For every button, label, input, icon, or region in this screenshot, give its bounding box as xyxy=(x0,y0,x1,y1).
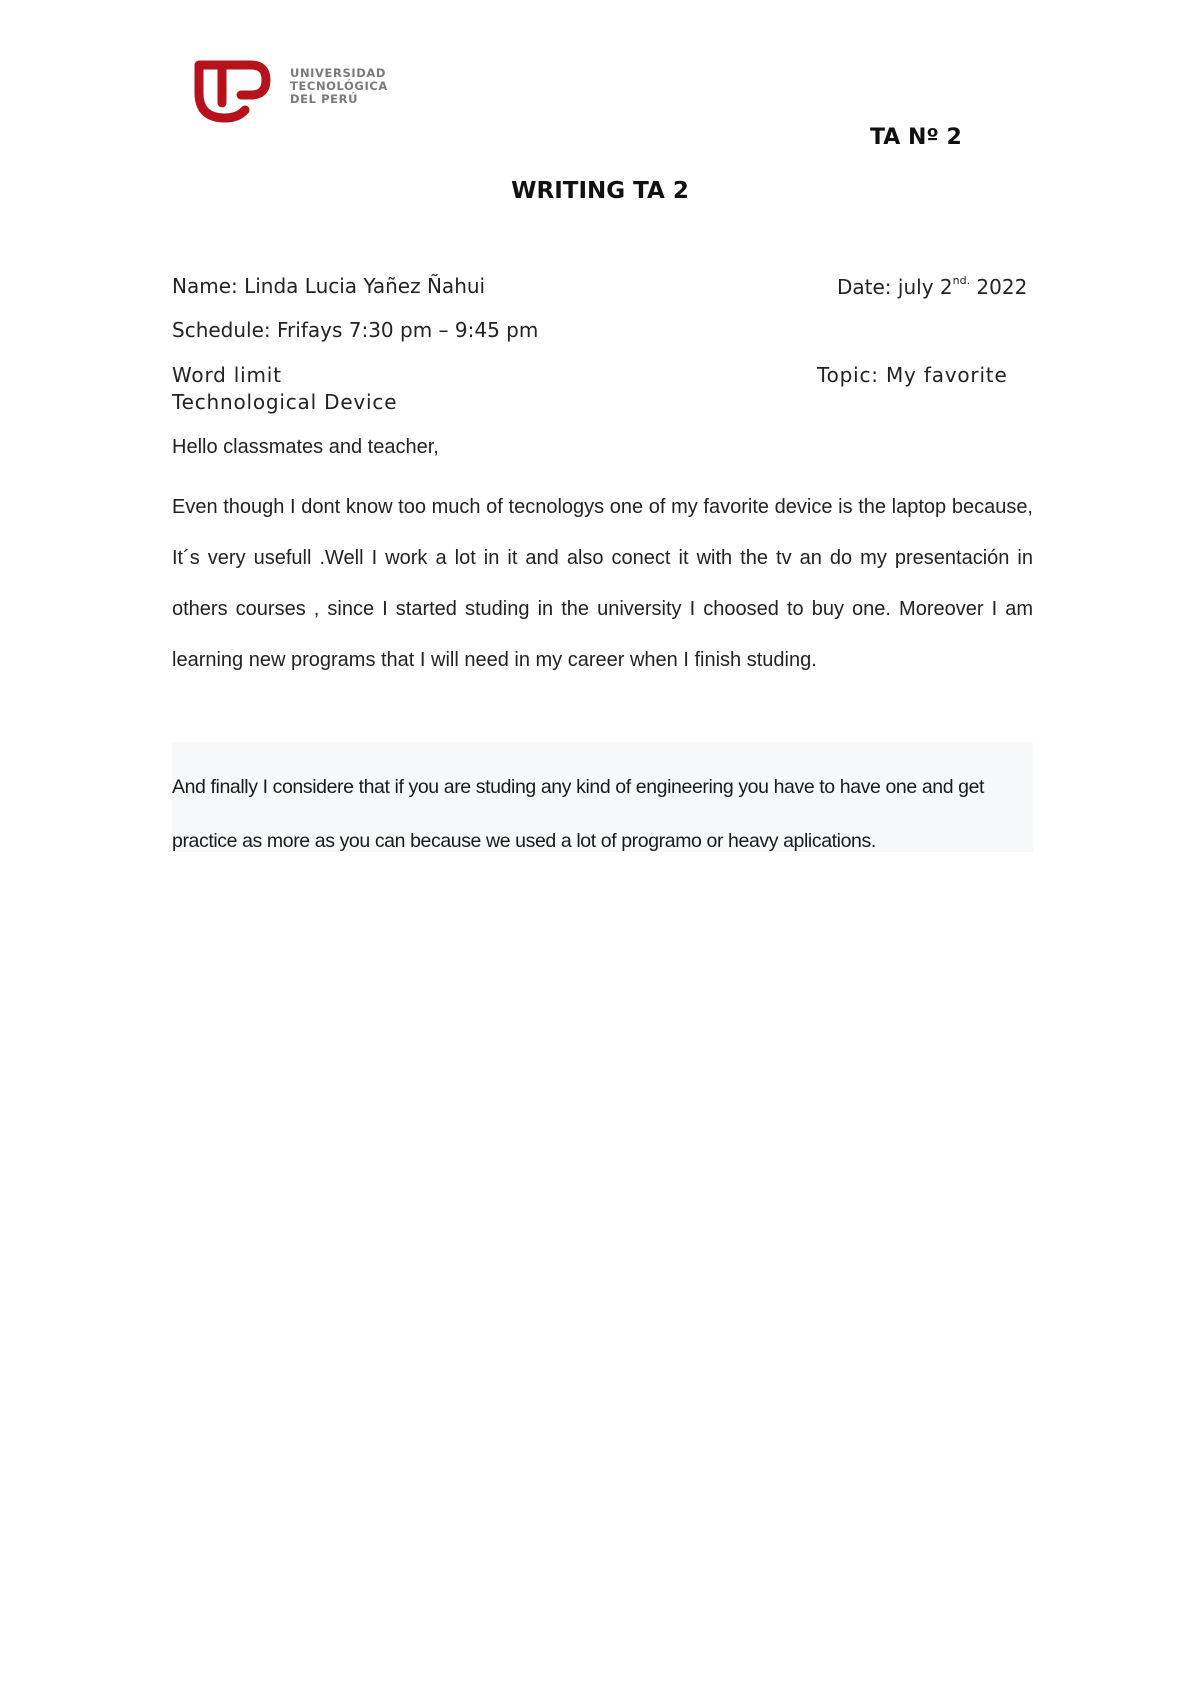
document-title: WRITING TA 2 xyxy=(511,178,689,204)
body-paragraph: Even though I dont know too much of tecnologys one of my favorite device is the laptop because, It´s very usefull .Well I work a lot in it and also conect it with the tv an do my presentación in others courses , since I started studing in the university I choosed to buy one. Moreover I am learning new programs that I will need in my career when I finish studing. xyxy=(172,496,1033,671)
logo-line-2: TECNOLÓGICA xyxy=(290,79,388,93)
logo-text xyxy=(290,67,388,106)
topic-continued: Technological Device xyxy=(172,390,398,414)
topic: Topic: My favorite xyxy=(817,363,1008,387)
university-logo xyxy=(193,55,393,125)
final-paragraph-block xyxy=(172,742,1033,852)
date xyxy=(837,274,1027,299)
logo-line-3: DEL PERÚ xyxy=(290,92,359,106)
date-prefix: Date: july 2 xyxy=(837,275,953,299)
logo-line-1: UNIVERSIDAD xyxy=(290,66,387,80)
final-paragraph: And finally I considere that if you are studing any kind of engineering you have to have one and get practice as more as you can because we used a lot of programo or heavy aplications. xyxy=(172,776,985,852)
date-year: 2022 xyxy=(970,275,1028,299)
greeting: Hello classmates and teacher, xyxy=(172,436,439,458)
date-suffix: nd. xyxy=(952,274,971,287)
ta-number: TA Nº 2 xyxy=(870,125,962,150)
utp-logo-icon xyxy=(193,55,273,125)
schedule: Schedule: Frifays 7:30 pm – 9:45 pm xyxy=(172,318,539,342)
student-name: Name: Linda Lucia Yañez Ñahui xyxy=(172,274,486,298)
word-limit: Word limit xyxy=(172,363,282,387)
